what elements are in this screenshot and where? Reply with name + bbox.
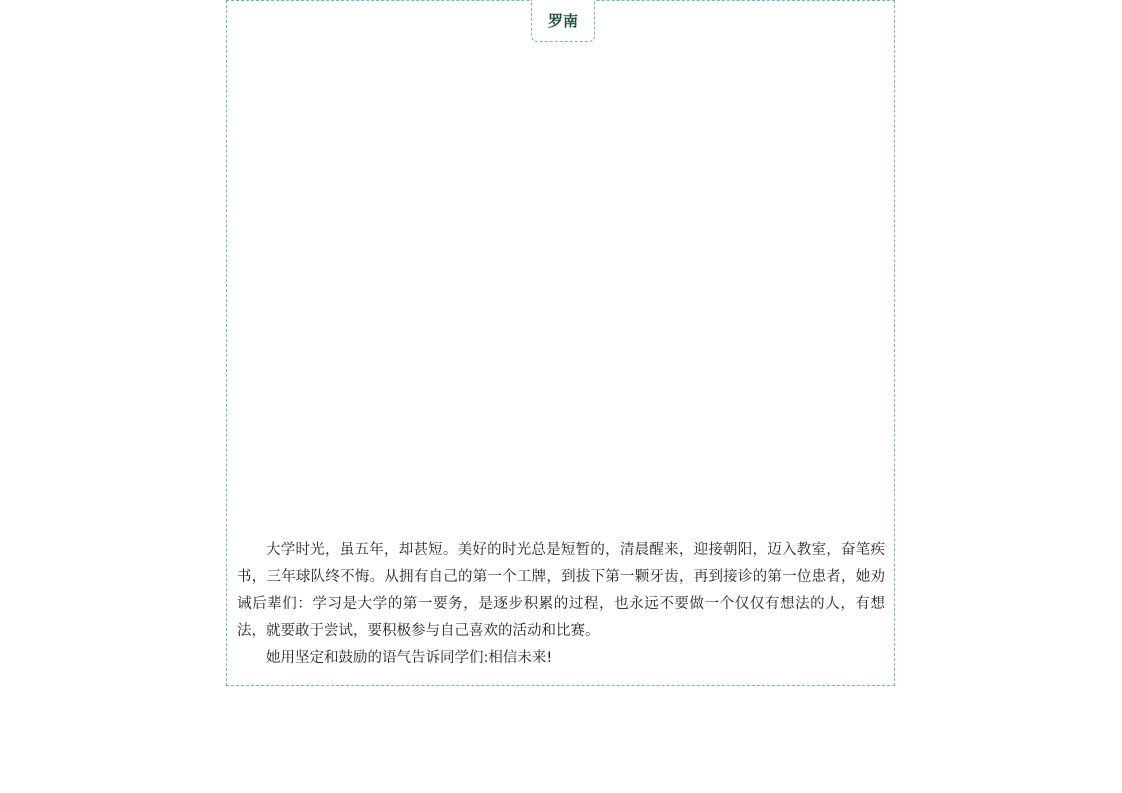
profile-card (226, 0, 895, 686)
paragraph: 她用坚定和鼓励的语气告诉同学们:相信未来! (266, 650, 553, 666)
photo-area (237, 49, 884, 529)
paragraph: 大学时光，虽五年，却甚短。美好的时光总是短暂的，清晨醒来，迎接朝阳，迈入教室，奋笔疾书，三年球队终不悔。从拥有自己的第一个工牌，到拔下第一颗牙齿，再到接诊的第一位患者，她劝诫后辈们：学习是大学的第一要务，是逐步积累的过程，也永远不要做一个仅仅有想法的人，有想法，就要敢于尝试，要积极参与自己喜欢的活动和比赛。 (237, 542, 885, 639)
name-tab (531, 0, 595, 42)
profile-text (237, 537, 885, 672)
person-name: 罗南 (547, 12, 578, 30)
